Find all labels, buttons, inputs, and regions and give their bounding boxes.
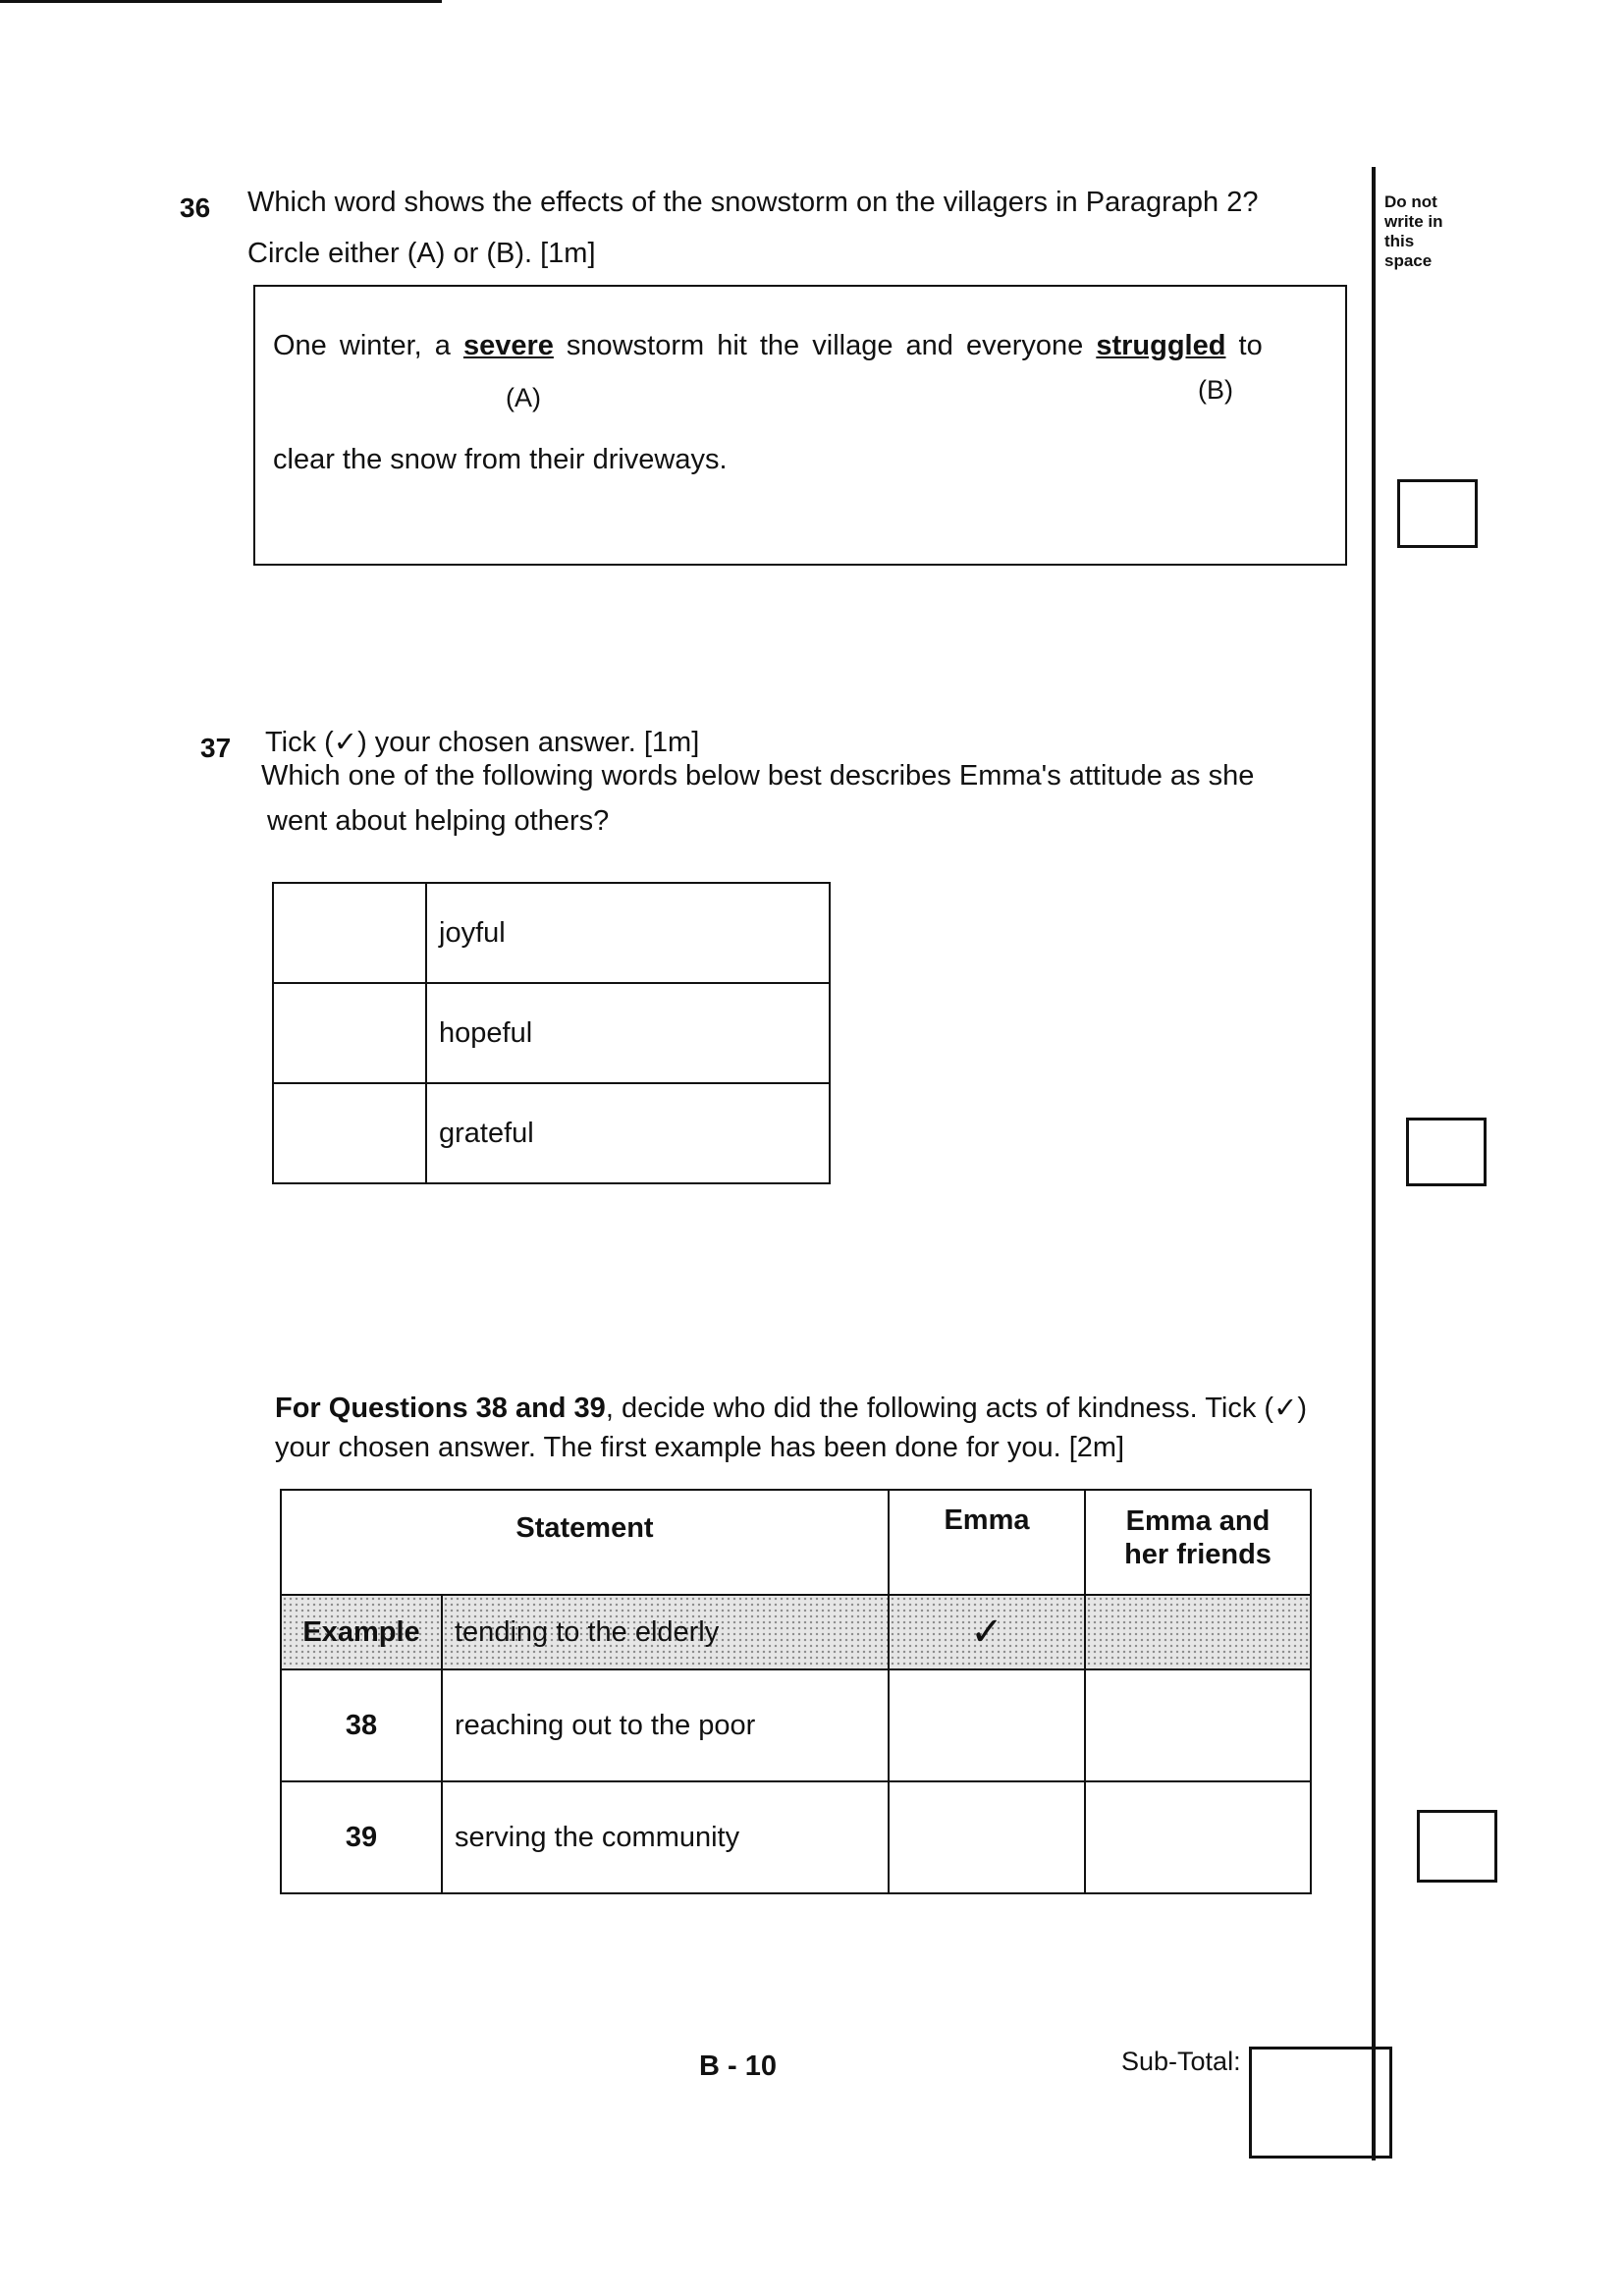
subtotal-box[interactable] — [1249, 2047, 1392, 2159]
tick-box-grateful[interactable] — [273, 1083, 426, 1183]
question-36-instruction: Circle either (A) or (B). [1m] — [247, 238, 596, 269]
tick-cell-38-friends[interactable] — [1085, 1669, 1311, 1781]
margin-rule — [1372, 167, 1376, 2160]
subtotal-label: Sub-Total: — [1121, 2047, 1241, 2076]
questions-38-39-intro-cont: your chosen answer. The first example has been done for you. [2m] — [275, 1432, 1125, 1463]
intro-bold: For Questions 38 and 39 — [275, 1393, 606, 1424]
passage-text-post: to — [1225, 330, 1263, 361]
mark-box-36[interactable] — [1397, 479, 1478, 548]
option-grateful: grateful — [426, 1083, 830, 1183]
tick-cell-39-emma[interactable] — [889, 1781, 1085, 1893]
header-friends-line-2: her friends — [1124, 1539, 1272, 1570]
statement-38: reaching out to the poor — [442, 1669, 889, 1781]
tick-cell-39-friends[interactable] — [1085, 1781, 1311, 1893]
header-friends-line-1: Emma and — [1125, 1505, 1271, 1537]
question-37-text: Which one of the following words below best describes Emma's attitude as she — [261, 760, 1255, 792]
tick-cell-38-emma[interactable] — [889, 1669, 1085, 1781]
page-number: B - 10 — [699, 2050, 777, 2082]
option-row — [273, 1083, 830, 1183]
question-37-text-cont: went about helping others? — [267, 805, 610, 837]
option-row — [273, 983, 830, 1083]
example-label: Example — [281, 1595, 442, 1669]
mark-box-38-39[interactable] — [1417, 1810, 1497, 1883]
mark-box-37[interactable] — [1406, 1118, 1487, 1186]
label-b: (B) — [1198, 375, 1233, 405]
example-tick: ✓ — [889, 1595, 1085, 1669]
row-number-38: 38 — [281, 1669, 442, 1781]
example-friends-cell — [1085, 1595, 1311, 1669]
options-table — [272, 882, 831, 1184]
example-statement: tending to the elderly — [442, 1595, 889, 1669]
label-a: (A) — [506, 383, 541, 412]
table-row-39 — [281, 1781, 1311, 1893]
example-row — [281, 1595, 1311, 1669]
passage-line-1 — [273, 330, 1333, 362]
option-row — [273, 883, 830, 983]
tick-box-joyful[interactable] — [273, 883, 426, 983]
statement-39: serving the community — [442, 1781, 889, 1893]
option-b-word[interactable]: struggled — [1096, 330, 1226, 361]
header-emma: Emma — [889, 1490, 1085, 1595]
questions-38-39-intro — [275, 1391, 1307, 1426]
margin-note: Do not write in this space — [1384, 192, 1443, 270]
header-statement: Statement — [281, 1490, 889, 1595]
passage-text-pre: One winter, a — [273, 330, 463, 361]
passage-box — [253, 285, 1347, 566]
passage-text-mid: snowstorm hit the village and everyone — [553, 330, 1097, 361]
header-emma-and-friends — [1085, 1490, 1311, 1595]
option-hopeful: hopeful — [426, 983, 830, 1083]
passage-line-2: clear the snow from their driveways. — [273, 444, 728, 475]
row-number-39: 39 — [281, 1781, 442, 1893]
question-37-instruction: Tick (✓) your chosen answer. [1m] — [265, 727, 700, 758]
top-rule — [0, 0, 442, 3]
option-a-word[interactable]: severe — [462, 330, 554, 361]
question-number-36: 36 — [180, 192, 211, 223]
intro-rest: , decide who did the following acts of kindness. Tick (✓) — [605, 1393, 1308, 1424]
acts-table — [280, 1489, 1312, 1894]
table-row-38 — [281, 1669, 1311, 1781]
question-36-text: Which word shows the effects of the snowstorm on the villagers in Paragraph 2? — [247, 187, 1259, 218]
option-joyful: joyful — [426, 883, 830, 983]
question-number-37: 37 — [200, 733, 232, 763]
header-row — [281, 1490, 1311, 1595]
tick-box-hopeful[interactable] — [273, 983, 426, 1083]
